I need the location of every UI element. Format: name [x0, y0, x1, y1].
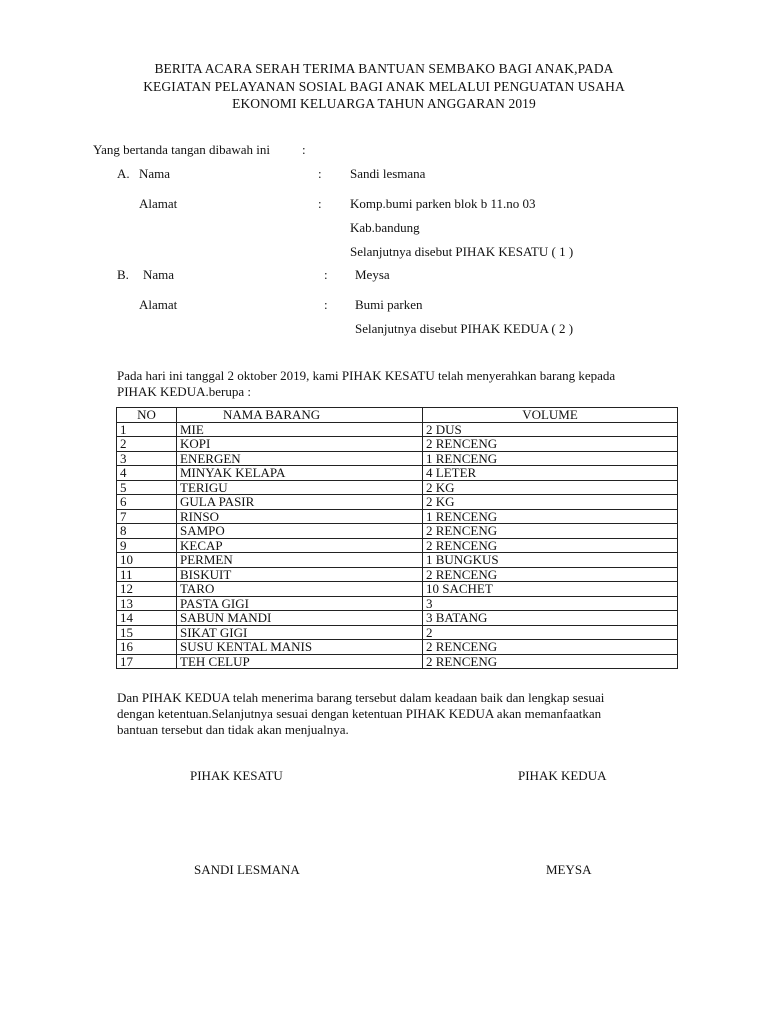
signature-left-name: SANDI LESMANA — [194, 862, 300, 877]
table-row — [117, 640, 678, 655]
cell-volume: 2 RENCENG — [423, 437, 678, 452]
cell-nama-barang: SAMPO — [177, 524, 423, 539]
party-a-designation: Selanjutnya disebut PIHAK KESATU ( 1 ) — [350, 244, 574, 259]
table-row — [117, 567, 678, 582]
cell-volume: 2 KG — [423, 480, 678, 495]
table-row — [117, 538, 678, 553]
party-b-name-colon: : — [324, 267, 328, 282]
cell-nama-barang: KOPI — [177, 437, 423, 452]
table-row — [117, 524, 678, 539]
cell-no: 8 — [117, 524, 177, 539]
cell-no: 7 — [117, 509, 177, 524]
cell-nama-barang: SUSU KENTAL MANIS — [177, 640, 423, 655]
party-b-name-label: Nama — [143, 267, 175, 282]
cell-volume: 1 RENCENG — [423, 451, 678, 466]
cell-volume: 3 — [423, 596, 678, 611]
table-row — [117, 625, 678, 640]
cell-no: 11 — [117, 567, 177, 582]
cell-volume: 4 LETER — [423, 466, 678, 481]
document-title-line-1: BERITA ACARA SERAH TERIMA BANTUAN SEMBAKO BAGI ANAK,PADA — [154, 61, 614, 76]
signature-right-role: PIHAK KEDUA — [518, 768, 607, 783]
cell-nama-barang: PERMEN — [177, 553, 423, 568]
party-b-marker: B. — [117, 267, 129, 282]
header-no: NO — [117, 408, 177, 423]
cell-volume: 2 RENCENG — [423, 567, 678, 582]
party-a-address-line-1: Komp.bumi parken blok b 11.no 03 — [350, 196, 536, 211]
table-row — [117, 553, 678, 568]
document-title-line-3: EKONOMI KELUARGA TAHUN ANGGARAN 2019 — [232, 96, 536, 111]
cell-nama-barang: MIE — [177, 422, 423, 437]
cell-no: 2 — [117, 437, 177, 452]
cell-nama-barang: RINSO — [177, 509, 423, 524]
cell-volume: 2 — [423, 625, 678, 640]
cell-no: 17 — [117, 654, 177, 669]
intro-colon: : — [302, 142, 306, 157]
cell-volume: 2 KG — [423, 495, 678, 510]
cell-volume: 2 RENCENG — [423, 538, 678, 553]
items-table — [116, 407, 678, 669]
cell-volume: 2 RENCENG — [423, 640, 678, 655]
table-row — [117, 509, 678, 524]
party-b-address-colon: : — [324, 297, 328, 312]
party-a-marker: A. — [117, 166, 130, 181]
party-a-name-colon: : — [318, 166, 322, 181]
table-row — [117, 654, 678, 669]
cell-nama-barang: SABUN MANDI — [177, 611, 423, 626]
table-row — [117, 596, 678, 611]
cell-nama-barang: SIKAT GIGI — [177, 625, 423, 640]
cell-no: 16 — [117, 640, 177, 655]
closing-line-3: bantuan tersebut dan tidak akan menjualnya. — [117, 722, 349, 737]
table-header-row — [117, 408, 678, 423]
table-row — [117, 495, 678, 510]
cell-volume: 2 RENCENG — [423, 524, 678, 539]
cell-nama-barang: KECAP — [177, 538, 423, 553]
cell-volume: 3 BATANG — [423, 611, 678, 626]
cell-no: 14 — [117, 611, 177, 626]
table-row — [117, 480, 678, 495]
party-b-designation: Selanjutnya disebut PIHAK KEDUA ( 2 ) — [355, 321, 574, 336]
table-row — [117, 437, 678, 452]
cell-no: 4 — [117, 466, 177, 481]
party-a-address-line-2: Kab.bandung — [350, 220, 420, 235]
party-b-address-label: Alamat — [139, 297, 178, 312]
cell-no: 12 — [117, 582, 177, 597]
party-a-name-label: Nama — [139, 166, 171, 181]
table-row — [117, 451, 678, 466]
signature-left-role: PIHAK KESATU — [190, 768, 283, 783]
cell-volume: 2 DUS — [423, 422, 678, 437]
cell-nama-barang: ENERGEN — [177, 451, 423, 466]
party-b-address-line-1: Bumi parken — [355, 297, 423, 312]
cell-no: 10 — [117, 553, 177, 568]
header-nama-barang: NAMA BARANG — [177, 408, 423, 423]
table-row — [117, 611, 678, 626]
cell-no: 13 — [117, 596, 177, 611]
cell-nama-barang: TEH CELUP — [177, 654, 423, 669]
table-row — [117, 422, 678, 437]
cell-volume: 1 BUNGKUS — [423, 553, 678, 568]
cell-no: 6 — [117, 495, 177, 510]
signature-right-name: MEYSA — [546, 862, 592, 877]
cell-no: 15 — [117, 625, 177, 640]
cell-nama-barang: BISKUIT — [177, 567, 423, 582]
cell-no: 9 — [117, 538, 177, 553]
cell-nama-barang: TARO — [177, 582, 423, 597]
cell-nama-barang: MINYAK KELAPA — [177, 466, 423, 481]
statement-line-2: PIHAK KEDUA.berupa : — [117, 384, 251, 399]
cell-nama-barang: GULA PASIR — [177, 495, 423, 510]
intro-text: Yang bertanda tangan dibawah ini — [93, 142, 271, 157]
closing-line-1: Dan PIHAK KEDUA telah menerima barang tersebut dalam keadaan baik dan lengkap sesuai — [117, 690, 605, 705]
cell-no: 3 — [117, 451, 177, 466]
party-a-address-label: Alamat — [139, 196, 178, 211]
cell-no: 1 — [117, 422, 177, 437]
party-a-address-colon: : — [318, 196, 322, 211]
cell-no: 5 — [117, 480, 177, 495]
cell-nama-barang: PASTA GIGI — [177, 596, 423, 611]
table-row — [117, 466, 678, 481]
document-title-line-2: KEGIATAN PELAYANAN SOSIAL BAGI ANAK MELALUI PENGUATAN USAHA — [143, 79, 625, 94]
header-volume: VOLUME — [423, 408, 678, 423]
cell-nama-barang: TERIGU — [177, 480, 423, 495]
cell-volume: 2 RENCENG — [423, 654, 678, 669]
closing-line-2: dengan ketentuan.Selanjutnya sesuai dengan ketentuan PIHAK KEDUA akan memanfaatkan — [117, 706, 602, 721]
party-b-name-value: Meysa — [355, 267, 390, 282]
cell-volume: 10 SACHET — [423, 582, 678, 597]
cell-volume: 1 RENCENG — [423, 509, 678, 524]
party-a-name-value: Sandi lesmana — [350, 166, 426, 181]
statement-line-1: Pada hari ini tanggal 2 oktober 2019, kami PIHAK KESATU telah menyerahkan barang kepada — [117, 368, 616, 383]
table-row — [117, 582, 678, 597]
